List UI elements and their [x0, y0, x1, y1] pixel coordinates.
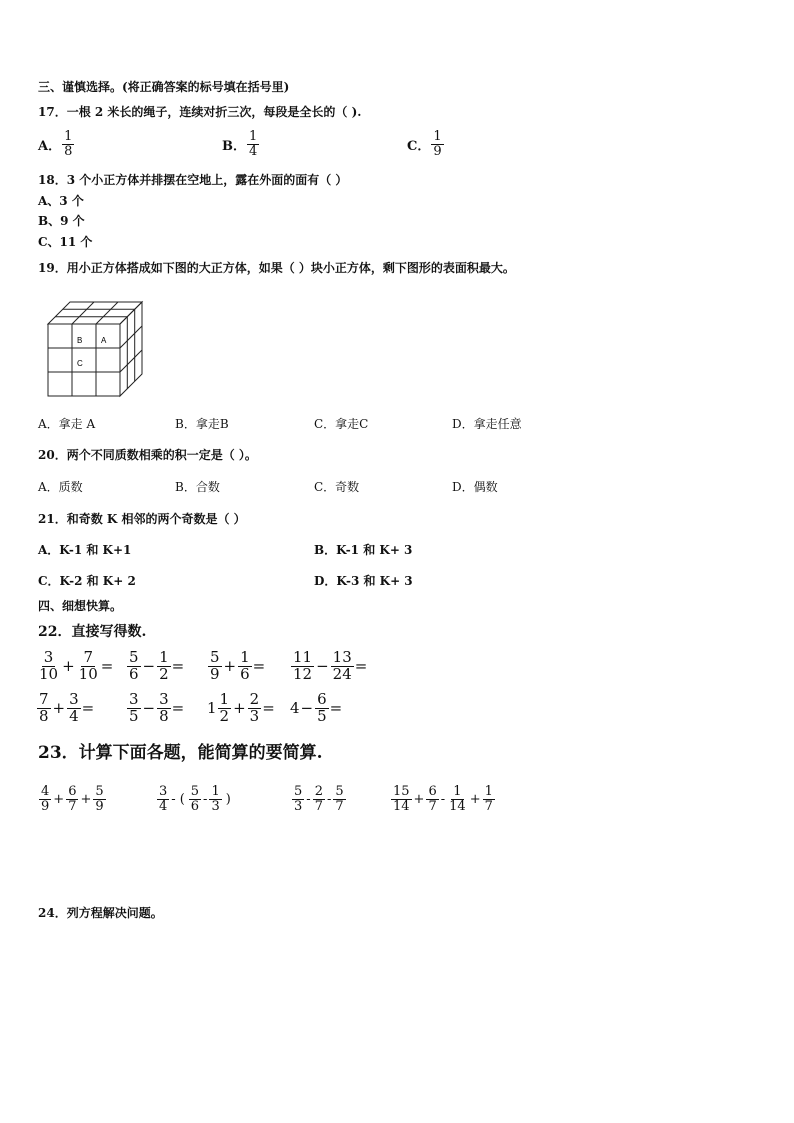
- q19-text: 19．用小正方体搭成如下图的大正方体，如果（ ）块小正方体，剩下图形的表面积最大。: [38, 261, 515, 275]
- q23-expr-3: $\frac{5}{3}$ - $\frac{2}{7}$ - $\frac{5}{7}$: [294, 784, 344, 814]
- section-3-title: 三、谨慎选择。(将正确答案的标号填在括号里): [38, 80, 290, 94]
- q22-expr-1: $\frac{3}{10}$ + $\frac{7}{10}$ =: [39, 648, 114, 683]
- cube-label-c: C: [77, 359, 83, 368]
- q22-expr-2: $\frac{5}{6}$ − $\frac{1}{2}$ =: [129, 648, 185, 683]
- q17-option-b: [222, 130, 260, 158]
- q23-expr-2: $\frac{3}{4}$ - ( $\frac{5}{6}$ - $\frac{1}{3}$ ): [159, 784, 231, 814]
- q22-expr-3: $\frac{5}{9}$ + $\frac{1}{6}$ =: [210, 648, 266, 683]
- q21-option-d: D．K-3 和 K+ 3: [314, 574, 413, 588]
- q23-text: 23．计算下面各题，能简算的要简算.: [38, 743, 323, 763]
- q23-expr-4: $\frac{15}{14}$ + $\frac{6}{7}$ - $\frac{1}{14}$ + $\frac{1}{7}$: [393, 784, 493, 814]
- q20-option-d: D．偶数: [452, 480, 498, 494]
- q21-option-c: C．K-2 和 K+ 2: [38, 574, 136, 588]
- cube-diagram: [44, 298, 144, 402]
- cube-label-b: B: [77, 336, 83, 345]
- q19-option-c: C．拿走C: [314, 417, 369, 431]
- q17-option-b-label: B．: [222, 138, 246, 154]
- q22-expr-6: $\frac{3}{5}$ − $\frac{3}{8}$ =: [129, 690, 185, 725]
- q19-option-a: A．拿走 A: [38, 417, 96, 431]
- q21-option-a: A．K-1 和 K+1: [38, 543, 132, 557]
- q18-option-b: B、9 个: [38, 214, 85, 228]
- q22-expr-5: $\frac{7}{8}$ + $\frac{3}{4}$ =: [39, 690, 95, 725]
- q24-text: 24．列方程解决问题。: [38, 906, 163, 920]
- section-4-title: 四、细想快算。: [38, 599, 123, 613]
- q20-text: 20．两个不同质数相乘的积一定是（ ）。: [38, 448, 257, 462]
- q19-option-d: D．拿走任意: [452, 417, 522, 431]
- q18-option-a: A、3 个: [38, 194, 84, 208]
- q22-expr-4: $\frac{11}{12}$ − $\frac{13}{24}$ =: [293, 648, 368, 683]
- q22-expr-7: 1 $\frac{1}{2}$ + $\frac{2}{3}$ =: [207, 690, 275, 725]
- q19-option-b: B．拿走B: [175, 417, 229, 431]
- q22-text: 22．直接写得数.: [38, 624, 147, 640]
- q21-text: 21．和奇数 K 相邻的两个奇数是（ ）: [38, 512, 246, 526]
- q20-option-a: A．质数: [38, 480, 83, 494]
- q17-text: 17．一根 2 米长的绳子，连续对折三次，每段是全长的（ ).: [38, 105, 362, 119]
- fraction: $\frac{1}{9}$: [433, 129, 442, 159]
- q20-option-b: B．合数: [175, 480, 220, 494]
- q17-option-c: [407, 130, 445, 158]
- q18-option-c: C、11 个: [38, 235, 93, 249]
- fraction: $\frac{1}{8}$: [64, 129, 73, 159]
- q23-expr-1: $\frac{4}{9}$ + $\frac{6}{7}$ + $\frac{5}{9}$: [41, 784, 104, 814]
- cube-label-a: A: [101, 336, 107, 345]
- q17-option-a-label: A．: [38, 138, 62, 154]
- q21-option-b: B．K-1 和 K+ 3: [314, 543, 413, 557]
- q20-option-c: C．奇数: [314, 480, 360, 494]
- q22-expr-8: 4 − $\frac{6}{5}$ =: [290, 690, 343, 725]
- q17-option-a: [38, 130, 75, 158]
- q17-option-c-label: C．: [407, 138, 431, 154]
- q18-text: 18．3 个小正方体并排摆在空地上，露在外面的面有（ ）: [38, 173, 348, 187]
- fraction: $\frac{1}{4}$: [249, 129, 258, 159]
